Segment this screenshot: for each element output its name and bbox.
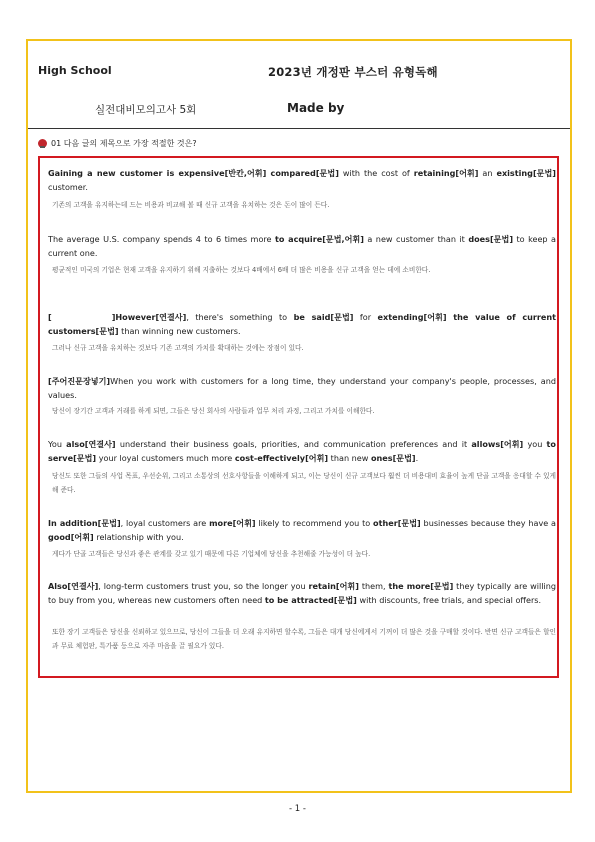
translation-5: 당신도 또한 그들의 사업 목표, 우선순위, 그리고 소통상의 선호사항들을 이해하게 되고, 이는 당신이 신규 고객보다 훨씬 더 비용대비 효율이 높게 단골 고객을 응대할 수 있게 해 준다.: [52, 472, 556, 494]
page-number: - 1 -: [289, 804, 306, 814]
header-divider: [28, 128, 570, 129]
passage-paragraph-3: [ ]However[연결사], there's something to be said[문법] for extending[어휘] the value of current customers[문법] than winning new customers.: [48, 312, 556, 336]
exam-label: 실전대비모의고사 5회: [95, 104, 197, 116]
passage-paragraph-1: Gaining a new customer is expensive[반칸,어휘] compared[문법] with the cost of retaining[어휘] an existing[문법] customer.: [48, 168, 557, 192]
worksheet-title: 2023년 개정판 부스터 유형독해: [268, 65, 438, 79]
school-label: High School: [38, 64, 112, 77]
translation-6: 게다가 단골 고객들은 당신과 좋은 관계를 갖고 있기 때문에 다른 기업체에 당신을 추천해줄 가능성이 더 높다.: [52, 550, 371, 558]
pin-icon: [38, 139, 47, 148]
passage-paragraph-7: Also[연결사], long-term customers trust you, so the longer you retain[어휘] them, the more[문법] they typically are willing to buy from you, whereas new customers often need to be attracted[문법] with discounts, free trials, and special offers.: [48, 581, 556, 605]
translation-2: 평균적인 미국의 기업은 현재 고객을 유지하기 위해 지출하는 것보다 4배에서 6배 더 많은 비용을 신규 고객을 얻는 데에 소비한다.: [52, 266, 431, 274]
translation-4: 당신이 장기간 고객과 거래를 하게 되면, 그들은 당신 회사의 사람들과 업무 처리 과정, 그리고 가치를 이해한다.: [52, 407, 375, 415]
translation-3: 그러나 신규 고객을 유치하는 것보다 기존 고객의 가치를 확대하는 것에는 장점이 있다.: [52, 344, 304, 352]
passage-paragraph-6: In addition[문법], loyal customers are more[어휘] likely to recommend you to other[문법] businesses because they have a good[어휘] relationship with you.: [48, 518, 556, 542]
translation-1: 기존의 고객을 유지하는데 드는 비용과 비교해 볼 때 신규 고객을 유치하는 것은 돈이 많이 든다.: [52, 201, 330, 209]
blank-bracket: [: [48, 312, 52, 322]
passage-paragraph-2: The average U.S. company spends 4 to 6 times more to acquire[문법,어휘] a new customer than it does[문법] to keep a current one.: [48, 234, 556, 258]
question-text: 01 다음 글의 제목으로 가장 적절한 것은?: [51, 139, 197, 148]
translation-7: 또한 장기 고객들은 당신을 신뢰하고 있으므로, 당신이 그들을 더 오래 유지하면 할수록, 그들은 대개 당신에게서 기꺼이 더 많은 것을 구매할 것이다. 반면 신규 고객들은 할인과 무료 체험판, 특가품 등으로 자주 마음을 끌 필요가 있다.: [52, 628, 556, 650]
passage-paragraph-4: [주어진문장넣기]When you work with customers for a long time, they understand your company's people, processes, and values.: [48, 376, 556, 400]
question-prompt: [38, 138, 197, 149]
made-by-label: Made by: [287, 101, 345, 115]
passage-paragraph-5: You also[연결사] understand their business goals, priorities, and communication preferences and it allows[어휘] you to serve[문법] your loyal customers much more cost-effectively[어휘] than new ones[문법].: [48, 439, 556, 463]
